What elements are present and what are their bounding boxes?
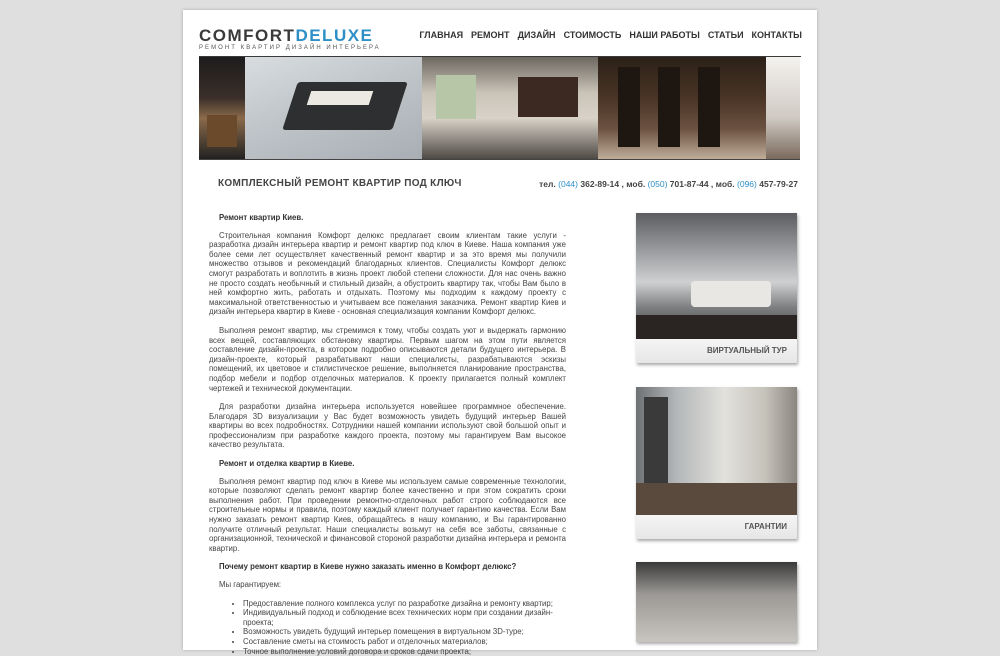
article-paragraph: Для разработки дизайна интерьера используется новейшее программное обеспечение. Благодаря 3D визуализации у Вас будет возможность увидеть будущий интерьер Вашей квартиры во всех подробностях. Сотрудники нашей компании используют свой большой опыт и профессионализм при разработке каждого проекта, поэтому мы гарантируем Вам высокое качество результата. (209, 402, 566, 450)
article-paragraph: Выполняя ремонт квартир, мы стремимся к тому, чтобы создать уют и выдержать гармонию всех вещей, составляющих обстановку квартиры. Первым шагом на этом пути является составление дизайн-проекта, в котором подробно описываются детали будущего интерьера. В дизайн-проекте, который разрабатывают наши специалисты, разрабатываются эскизы помещений, их цветовое и стилистическое решение, выполняется планирование пространства, подбор мебели и подбор отделочных материалов. К проекту прилагается полный комплект чертежей и технической документации. (209, 325, 566, 393)
article-paragraph: Мы гарантируем: (219, 580, 282, 589)
virtual-tour-card[interactable] (636, 213, 797, 363)
phone-code-1: (044) (558, 179, 578, 189)
phone-number-1: 362-89-14 , (580, 179, 624, 189)
page-headline: КОМПЛЕКСНЫЙ РЕМОНТ КВАРТИР ПОД КЛЮЧ (218, 178, 462, 189)
third-card-image[interactable] (636, 562, 797, 642)
banner-photo-sofa (245, 57, 422, 159)
mobile-prefix-2: моб. (715, 179, 735, 189)
nav-design[interactable]: ДИЗАЙН (517, 30, 556, 40)
guarantees-label[interactable]: ГАРАНТИИ (636, 515, 797, 539)
phone-numbers (539, 179, 798, 189)
phone-prefix: тел. (539, 179, 556, 189)
phone-number-2: 701-87-44 , (669, 179, 714, 189)
guarantee-list (209, 599, 566, 656)
banner-photo-shelves (766, 57, 800, 159)
page-container (183, 10, 817, 656)
phone-code-3: (096) (737, 179, 757, 189)
article-heading-2: Ремонт и отделка квартир в Киеве. (219, 459, 355, 469)
article-content (209, 213, 566, 656)
third-card[interactable] (636, 562, 797, 642)
site-logo[interactable] (199, 27, 381, 52)
nav-repair[interactable]: РЕМОНТ (471, 30, 510, 40)
list-item: • Индивидуальный подход и соблюдение всех технических норм при создании дизайн-проекта; (243, 608, 566, 627)
article-heading-1: Ремонт квартир Киев. (219, 213, 304, 222)
guarantees-card[interactable] (636, 387, 797, 539)
article-paragraph: Выполняя ремонт квартир под ключ в Киеве мы используем самые современные технологии, которые позволяют сделать ремонт квартир более качественно и при этом сократить сроки выполнения работ. При проведении ремонтно-отделочных работ строго соблюдаются все строительные нормы и правила, поэтому каждый клиент получает гарантию качества. Если Вам нужно заказать ремонт квартир Киев, обращайтесь в нашу компанию, и Вы гарантированно получите отличный результат. Наши специалисты возьмут на себя все заботы, связанные с организационной, технической и финансовой стороной разработки дизайна интерьера и ремонта квартир. (209, 476, 566, 553)
nav-home[interactable]: ГЛАВНАЯ (419, 30, 464, 40)
list-item: • Точное выполнение условий договора и сроков сдачи проекта; (243, 647, 566, 656)
logo-wordmark (199, 27, 381, 44)
guarantees-image[interactable] (636, 387, 797, 515)
nav-articles[interactable]: СТАТЬИ (707, 30, 744, 40)
list-item: • Предоставление полного комплекса услуг по разработке дизайна и ремонту квартир; (243, 599, 566, 609)
logo-word-deluxe: DELUXE (295, 26, 374, 45)
article-heading-3: Почему ремонт квартир в Киеве нужно заказать именно в Комфорт делюкс? (219, 562, 517, 572)
subheader-row (183, 178, 817, 192)
header-banner (199, 57, 800, 160)
list-item: • Составление сметы на стоимость работ и отделочных материалов; (243, 637, 566, 647)
virtual-tour-image[interactable] (636, 213, 797, 339)
banner-photo-kitchen (199, 57, 245, 159)
main-nav (419, 30, 802, 40)
nav-contacts[interactable]: КОНТАКТЫ (751, 30, 802, 40)
phone-code-2: (050) (647, 179, 668, 189)
logo-tagline: РЕМОНТ КВАРТИР ДИЗАЙН ИНТЕРЬЕРА (199, 45, 381, 51)
logo-word-comfort: COMFORT (199, 26, 296, 45)
mobile-prefix-1: моб. (626, 179, 646, 189)
nav-portfolio[interactable]: НАШИ РАБОТЫ (629, 30, 700, 40)
article-paragraph: Строительная компания Комфорт делюкс предлагает своим клиентам такие услуги - разработка дизайн интерьера квартир и ремонт квартир под ключ в Киеве. Наша компания уже более семи лет осуществляет качественный ремонт квартир и за это время мы получили множество отзывов и рекомендаций благодарных клиентов. Специалисты Комфорт делюкс смогут разработать и воплотить в жизнь проект любой степени сложности. Для нас очень важно не просто создать необычный и стильный дизайн, а обустроить квартиру так, чтобы Вам было в ней комфортно жить, работать и отдыхать. Поэтому мы подходим к каждому проекту с максимальной ответственностью и учитываем все пожелания заказчика. Ремонт квартир Киев и дизайн интерьера квартир в Киеве - основная специализация компании Комфорт делюкс. (209, 230, 566, 317)
banner-photo-living-room (422, 57, 598, 159)
banner-photo-wardrobe (598, 57, 766, 159)
phone-number-3: 457-79-27 (759, 179, 798, 189)
list-item: • Возможность увидеть будущий интерьер помещения в виртуальном 3D-туре; (243, 627, 566, 637)
nav-pricing[interactable]: СТОИМОСТЬ (563, 30, 622, 40)
virtual-tour-label[interactable]: ВИРТУАЛЬНЫЙ ТУР (636, 339, 797, 363)
